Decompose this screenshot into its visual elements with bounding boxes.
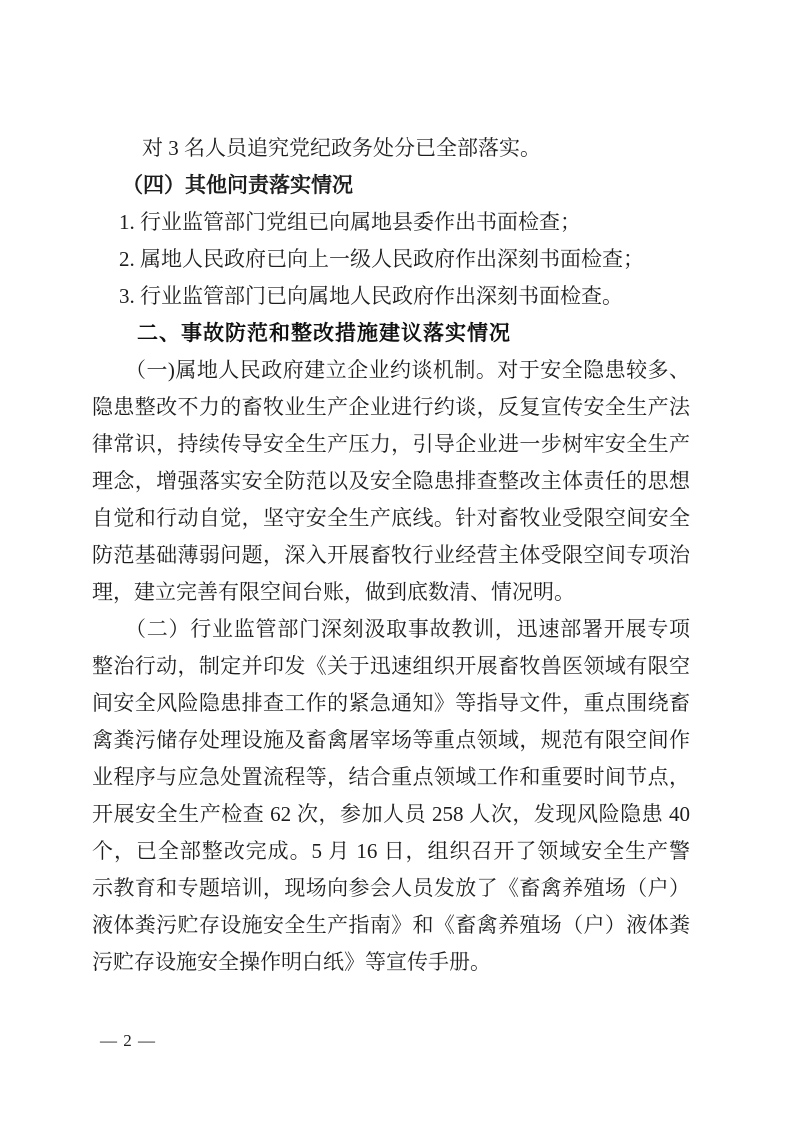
subsection-heading: （四）其他问责落实情况: [122, 173, 353, 197]
document-body: [92, 130, 690, 981]
paragraph-line: 禽粪污储存处理设施及畜禽屠宰场等重点领域，规范有限空间作: [92, 728, 690, 752]
paragraph-line: 理念，增强落实安全防范以及安全隐患排查整改主体责任的思想: [92, 469, 690, 493]
paragraph-line: 整治行动，制定并印发《关于迅速组织开展畜牧兽医领域有限空: [92, 654, 690, 678]
paragraph-line: 业程序与应急处置流程等，结合重点领域工作和重要时间节点，: [92, 765, 690, 789]
paragraph-line: 律常识，持续传导安全生产压力，引导企业进一步树牢安全生产: [92, 432, 690, 456]
paragraph-line: 防范基础薄弱问题，深入开展畜牧行业经营主体受限空间专项治: [92, 543, 690, 567]
paragraph-line: 间安全风险隐患排查工作的紧急通知》等指导文件，重点围绕畜: [92, 691, 690, 715]
numbered-item-3: 3. 行业监管部门已向属地人民政府作出深刻书面检查。: [119, 284, 623, 308]
paragraph-line: 开展安全生产检查 62 次，参加人员 258 人次，发现风险隐患 40: [92, 802, 690, 826]
numbered-item-1: 1. 行业监管部门党组已向属地县委作出书面检查；: [119, 210, 581, 234]
paragraph-line: 自觉和行动自觉，坚守安全生产底线。针对畜牧业受限空间安全: [92, 506, 690, 530]
paragraph-line: 理，建立完善有限空间台账，做到底数清、情况明。: [92, 580, 575, 604]
paragraph-line: 示教育和专题培训，现场向参会人员发放了《畜禽养殖场（户）: [92, 876, 690, 900]
page-number: — 2 —: [100, 1031, 156, 1050]
paragraph-line: 对 3 名人员追究党纪政务处分已全部落实。: [142, 136, 541, 160]
section-heading: 二、事故防范和整改措施建议落实情况: [137, 322, 511, 345]
paragraph-line: 液体粪污贮存设施安全生产指南》和《畜禽养殖场（户）液体粪: [92, 913, 690, 937]
numbered-item-2: 2. 属地人民政府已向上一级人民政府作出深刻书面检查；: [119, 247, 644, 271]
paragraph-line: （一)属地人民政府建立企业约谈机制。对于安全隐患较多、: [125, 358, 690, 382]
paragraph-line: 污贮存设施安全操作明白纸》等宣传手册。: [92, 950, 491, 974]
paragraph-line: 隐患整改不力的畜牧业生产企业进行约谈，反复宣传安全生产法: [92, 395, 690, 419]
paragraph-line: 个，已全部整改完成。5 月 16 日，组织召开了领域安全生产警: [92, 839, 690, 863]
paragraph-line: （二）行业监管部门深刻汲取事故教训，迅速部署开展专项: [125, 617, 690, 641]
